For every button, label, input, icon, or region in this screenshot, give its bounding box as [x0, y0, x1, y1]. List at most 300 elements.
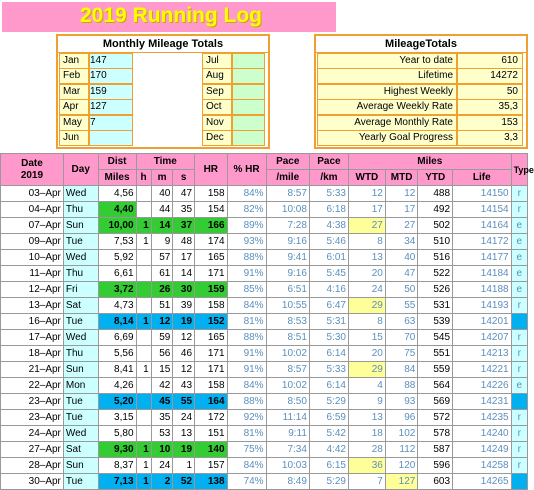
row-miles[interactable]: 8,37	[98, 458, 136, 474]
table-row[interactable]	[1, 346, 528, 362]
row-minutes[interactable]: 53	[151, 426, 173, 442]
row-minutes[interactable]: 2	[151, 474, 173, 490]
month-miles[interactable]	[232, 53, 265, 69]
row-mtd[interactable]: 63	[385, 314, 418, 330]
month-miles[interactable]	[232, 68, 265, 84]
row-wtd[interactable]: 24	[348, 282, 385, 298]
row-ytd[interactable]: 526	[418, 282, 453, 298]
row-date[interactable]: 23–Apr	[1, 394, 64, 410]
row-seconds[interactable]: 19	[173, 314, 195, 330]
row-pace-mile[interactable]: 9:16	[266, 234, 309, 250]
row-pace-km[interactable]: 5:45	[309, 266, 348, 282]
row-pace-mile[interactable]: 10:08	[266, 202, 309, 218]
row-ytd[interactable]: 569	[418, 394, 453, 410]
row-hours[interactable]	[136, 202, 151, 218]
row-pct-hr[interactable]: 91%	[227, 346, 266, 362]
row-hr[interactable]: 165	[195, 330, 228, 346]
row-ytd[interactable]: 551	[418, 346, 453, 362]
row-day[interactable]: Thu	[63, 266, 98, 282]
row-seconds[interactable]: 52	[173, 474, 195, 490]
row-hr[interactable]: 164	[195, 394, 228, 410]
row-hours[interactable]: 1	[136, 474, 151, 490]
row-pct-hr[interactable]: 74%	[227, 474, 266, 490]
row-pace-mile[interactable]: 8:49	[266, 474, 309, 490]
row-life[interactable]: 14258	[453, 458, 512, 474]
row-ytd[interactable]: 531	[418, 298, 453, 314]
row-type[interactable]: r	[511, 298, 527, 314]
row-miles[interactable]: 5,80	[98, 426, 136, 442]
row-pace-km[interactable]: 6:15	[309, 458, 348, 474]
row-minutes[interactable]: 14	[151, 218, 173, 234]
row-mtd[interactable]: 70	[385, 330, 418, 346]
row-minutes[interactable]: 40	[151, 186, 173, 202]
row-wtd[interactable]: 13	[348, 250, 385, 266]
month-label[interactable]: Sep	[202, 84, 232, 100]
row-type[interactable]: r	[511, 458, 527, 474]
row-seconds[interactable]: 19	[173, 442, 195, 458]
row-miles[interactable]: 7,13	[98, 474, 136, 490]
month-miles[interactable]: 7	[89, 115, 133, 131]
row-day[interactable]: Sun	[63, 362, 98, 378]
table-row[interactable]	[1, 474, 528, 490]
row-life[interactable]: 14188	[453, 282, 512, 298]
table-row[interactable]	[1, 330, 528, 346]
row-seconds[interactable]: 24	[173, 410, 195, 426]
row-date[interactable]: 04–Apr	[1, 202, 64, 218]
month-label[interactable]: Oct	[202, 99, 232, 115]
row-hr[interactable]: 158	[195, 186, 228, 202]
month-miles[interactable]: 127	[89, 99, 133, 115]
row-day[interactable]: Sat	[63, 298, 98, 314]
row-hours[interactable]: 1	[136, 458, 151, 474]
row-life[interactable]: 14172	[453, 234, 512, 250]
row-mtd[interactable]: 75	[385, 346, 418, 362]
row-pct-hr[interactable]: 75%	[227, 442, 266, 458]
row-pace-km[interactable]: 6:01	[309, 250, 348, 266]
row-pace-km[interactable]: 6:47	[309, 298, 348, 314]
row-pace-mile[interactable]: 7:34	[266, 442, 309, 458]
row-ytd[interactable]: 502	[418, 218, 453, 234]
row-ytd[interactable]: 559	[418, 362, 453, 378]
row-ytd[interactable]: 564	[418, 378, 453, 394]
row-hours[interactable]: 1	[136, 442, 151, 458]
table-row[interactable]	[1, 202, 528, 218]
row-life[interactable]: 14231	[453, 394, 512, 410]
row-seconds[interactable]: 47	[173, 186, 195, 202]
row-pct-hr[interactable]: 88%	[227, 394, 266, 410]
month-miles[interactable]: 147	[89, 53, 133, 69]
row-day[interactable]: Sat	[63, 442, 98, 458]
month-miles[interactable]	[232, 99, 265, 115]
row-pct-hr[interactable]: 84%	[227, 378, 266, 394]
row-hours[interactable]	[136, 394, 151, 410]
row-mtd[interactable]: 102	[385, 426, 418, 442]
row-seconds[interactable]: 14	[173, 266, 195, 282]
month-miles[interactable]: 159	[89, 84, 133, 100]
row-pct-hr[interactable]: 91%	[227, 362, 266, 378]
month-label[interactable]: Jun	[59, 130, 89, 146]
row-hours[interactable]: 1	[136, 234, 151, 250]
row-date[interactable]: 17–Apr	[1, 330, 64, 346]
row-life[interactable]: 14240	[453, 426, 512, 442]
row-life[interactable]: 14164	[453, 218, 512, 234]
row-pace-mile[interactable]: 10:03	[266, 458, 309, 474]
month-label[interactable]: Aug	[202, 68, 232, 84]
row-pace-km[interactable]: 5:29	[309, 394, 348, 410]
row-pace-mile[interactable]: 10:02	[266, 346, 309, 362]
row-pct-hr[interactable]: 81%	[227, 314, 266, 330]
row-day[interactable]: Wed	[63, 250, 98, 266]
row-miles[interactable]: 10,00	[98, 218, 136, 234]
row-minutes[interactable]: 51	[151, 298, 173, 314]
row-life[interactable]: 14177	[453, 250, 512, 266]
row-minutes[interactable]: 59	[151, 330, 173, 346]
row-hr[interactable]: 152	[195, 314, 228, 330]
month-label[interactable]: Apr	[59, 99, 89, 115]
row-mtd[interactable]: 50	[385, 282, 418, 298]
total-value[interactable]: 3,3	[457, 130, 523, 146]
row-miles[interactable]: 3,72	[98, 282, 136, 298]
row-wtd[interactable]: 8	[348, 234, 385, 250]
row-type[interactable]	[511, 314, 527, 330]
row-minutes[interactable]: 44	[151, 202, 173, 218]
row-miles[interactable]: 7,53	[98, 234, 136, 250]
row-date[interactable]: 13–Apr	[1, 298, 64, 314]
row-pct-hr[interactable]: 88%	[227, 250, 266, 266]
row-date[interactable]: 16–Apr	[1, 314, 64, 330]
table-row[interactable]	[1, 218, 528, 234]
row-life[interactable]: 14201	[453, 314, 512, 330]
row-pace-mile[interactable]: 11:14	[266, 410, 309, 426]
month-label[interactable]: May	[59, 115, 89, 131]
row-date[interactable]: 18–Apr	[1, 346, 64, 362]
row-hours[interactable]	[136, 410, 151, 426]
row-minutes[interactable]: 9	[151, 234, 173, 250]
month-miles[interactable]	[232, 130, 265, 146]
row-life[interactable]: 14193	[453, 298, 512, 314]
row-date[interactable]: 24–Apr	[1, 426, 64, 442]
row-type[interactable]: e	[511, 266, 527, 282]
month-miles[interactable]: 170	[89, 68, 133, 84]
row-seconds[interactable]: 46	[173, 346, 195, 362]
row-ytd[interactable]: 572	[418, 410, 453, 426]
row-seconds[interactable]: 43	[173, 378, 195, 394]
row-life[interactable]: 14249	[453, 442, 512, 458]
row-ytd[interactable]: 488	[418, 186, 453, 202]
row-pct-hr[interactable]: 93%	[227, 234, 266, 250]
row-miles[interactable]: 8,14	[98, 314, 136, 330]
month-label[interactable]: Nov	[202, 115, 232, 131]
row-pace-mile[interactable]: 8:50	[266, 394, 309, 410]
total-value[interactable]: 610	[457, 53, 523, 69]
row-day[interactable]: Tue	[63, 314, 98, 330]
row-date[interactable]: 21–Apr	[1, 362, 64, 378]
row-pct-hr[interactable]: 82%	[227, 202, 266, 218]
row-pace-mile[interactable]: 8:57	[266, 186, 309, 202]
row-hr[interactable]: 171	[195, 346, 228, 362]
row-wtd[interactable]: 17	[348, 202, 385, 218]
row-day[interactable]: Thu	[63, 346, 98, 362]
row-life[interactable]: 14235	[453, 410, 512, 426]
row-pace-km[interactable]: 5:31	[309, 314, 348, 330]
row-pct-hr[interactable]: 89%	[227, 218, 266, 234]
row-hours[interactable]	[136, 282, 151, 298]
row-day[interactable]: Sun	[63, 458, 98, 474]
row-life[interactable]: 14150	[453, 186, 512, 202]
row-hr[interactable]: 158	[195, 378, 228, 394]
row-mtd[interactable]: 34	[385, 234, 418, 250]
row-pace-mile[interactable]: 9:11	[266, 426, 309, 442]
row-wtd[interactable]: 20	[348, 346, 385, 362]
row-mtd[interactable]: 96	[385, 410, 418, 426]
row-miles[interactable]: 5,92	[98, 250, 136, 266]
row-minutes[interactable]: 10	[151, 442, 173, 458]
row-miles[interactable]: 6,61	[98, 266, 136, 282]
row-type[interactable]: r	[511, 426, 527, 442]
row-pace-km[interactable]: 5:33	[309, 186, 348, 202]
row-type[interactable]: e	[511, 218, 527, 234]
row-ytd[interactable]: 516	[418, 250, 453, 266]
row-wtd[interactable]: 15	[348, 330, 385, 346]
row-life[interactable]: 14154	[453, 202, 512, 218]
row-ytd[interactable]: 596	[418, 458, 453, 474]
row-mtd[interactable]: 12	[385, 186, 418, 202]
table-row[interactable]	[1, 410, 528, 426]
row-miles[interactable]: 4,56	[98, 186, 136, 202]
row-day[interactable]: Tue	[63, 394, 98, 410]
row-pace-mile[interactable]: 8:51	[266, 330, 309, 346]
row-pct-hr[interactable]: 85%	[227, 282, 266, 298]
row-type[interactable]: r	[511, 442, 527, 458]
row-hr[interactable]: 158	[195, 298, 228, 314]
row-miles[interactable]: 4,40	[98, 202, 136, 218]
table-row[interactable]	[1, 314, 528, 330]
row-mtd[interactable]: 112	[385, 442, 418, 458]
row-wtd[interactable]: 28	[348, 442, 385, 458]
row-hr[interactable]: 154	[195, 202, 228, 218]
table-row[interactable]	[1, 426, 528, 442]
row-ytd[interactable]: 539	[418, 314, 453, 330]
row-day[interactable]: Wed	[63, 330, 98, 346]
total-value[interactable]: 50	[457, 84, 523, 100]
table-row[interactable]	[1, 282, 528, 298]
row-pct-hr[interactable]: 84%	[227, 298, 266, 314]
row-pace-km[interactable]: 4:38	[309, 218, 348, 234]
row-seconds[interactable]: 12	[173, 362, 195, 378]
row-pace-km[interactable]: 5:42	[309, 426, 348, 442]
row-hours[interactable]	[136, 378, 151, 394]
row-type[interactable]: e	[511, 378, 527, 394]
month-miles[interactable]	[232, 84, 265, 100]
row-day[interactable]: Wed	[63, 426, 98, 442]
month-label[interactable]: Jul	[202, 53, 232, 69]
month-label[interactable]: Jan	[59, 53, 89, 69]
row-minutes[interactable]: 26	[151, 282, 173, 298]
row-type[interactable]: r	[511, 330, 527, 346]
row-date[interactable]: 11–Apr	[1, 266, 64, 282]
row-life[interactable]: 14265	[453, 474, 512, 490]
row-wtd[interactable]: 20	[348, 266, 385, 282]
row-day[interactable]: Tue	[63, 234, 98, 250]
row-pace-km[interactable]: 6:18	[309, 202, 348, 218]
row-miles[interactable]: 5,20	[98, 394, 136, 410]
row-wtd[interactable]: 13	[348, 410, 385, 426]
row-life[interactable]: 14213	[453, 346, 512, 362]
row-type[interactable]: e	[511, 282, 527, 298]
row-life[interactable]: 14207	[453, 330, 512, 346]
row-pace-km[interactable]: 4:16	[309, 282, 348, 298]
row-type[interactable]: r	[511, 362, 527, 378]
row-minutes[interactable]: 42	[151, 378, 173, 394]
row-type[interactable]: r	[511, 202, 527, 218]
row-mtd[interactable]: 88	[385, 378, 418, 394]
row-life[interactable]: 14184	[453, 266, 512, 282]
row-type[interactable]: e	[511, 234, 527, 250]
row-minutes[interactable]: 45	[151, 394, 173, 410]
row-date[interactable]: 12–Apr	[1, 282, 64, 298]
row-miles[interactable]: 5,56	[98, 346, 136, 362]
row-day[interactable]: Sun	[63, 218, 98, 234]
row-minutes[interactable]: 12	[151, 314, 173, 330]
row-ytd[interactable]: 603	[418, 474, 453, 490]
row-ytd[interactable]: 587	[418, 442, 453, 458]
row-hours[interactable]	[136, 298, 151, 314]
row-pct-hr[interactable]: 88%	[227, 330, 266, 346]
total-value[interactable]: 153	[457, 115, 523, 131]
row-seconds[interactable]: 12	[173, 330, 195, 346]
row-hours[interactable]	[136, 426, 151, 442]
row-pace-mile[interactable]: 8:53	[266, 314, 309, 330]
row-hours[interactable]: 1	[136, 218, 151, 234]
row-pace-km[interactable]: 5:29	[309, 474, 348, 490]
row-date[interactable]: 30–Apr	[1, 474, 64, 490]
table-row[interactable]	[1, 394, 528, 410]
row-day[interactable]: Wed	[63, 186, 98, 202]
row-hr[interactable]: 171	[195, 362, 228, 378]
row-hr[interactable]: 171	[195, 266, 228, 282]
row-pace-mile[interactable]: 10:55	[266, 298, 309, 314]
row-type[interactable]: r	[511, 346, 527, 362]
row-date[interactable]: 28–Apr	[1, 458, 64, 474]
row-day[interactable]: Tue	[63, 410, 98, 426]
table-row[interactable]	[1, 362, 528, 378]
row-hours[interactable]: 1	[136, 314, 151, 330]
row-seconds[interactable]: 55	[173, 394, 195, 410]
row-ytd[interactable]: 492	[418, 202, 453, 218]
row-seconds[interactable]: 35	[173, 202, 195, 218]
row-pace-km[interactable]: 5:33	[309, 362, 348, 378]
row-hr[interactable]: 151	[195, 426, 228, 442]
row-day[interactable]: Mon	[63, 378, 98, 394]
row-pace-mile[interactable]: 8:57	[266, 362, 309, 378]
row-hours[interactable]	[136, 266, 151, 282]
table-row[interactable]	[1, 250, 528, 266]
row-type[interactable]: e	[511, 250, 527, 266]
row-ytd[interactable]: 522	[418, 266, 453, 282]
row-wtd[interactable]: 8	[348, 314, 385, 330]
row-pace-km[interactable]: 6:59	[309, 410, 348, 426]
row-mtd[interactable]: 55	[385, 298, 418, 314]
row-seconds[interactable]: 48	[173, 234, 195, 250]
month-label[interactable]: Mar	[59, 84, 89, 100]
row-wtd[interactable]: 9	[348, 394, 385, 410]
row-wtd[interactable]: 36	[348, 458, 385, 474]
row-hr[interactable]: 138	[195, 474, 228, 490]
row-pace-km[interactable]: 5:30	[309, 330, 348, 346]
row-pct-hr[interactable]: 92%	[227, 410, 266, 426]
row-pace-km[interactable]: 6:14	[309, 346, 348, 362]
total-value[interactable]: 14272	[457, 68, 523, 84]
row-hr[interactable]: 157	[195, 458, 228, 474]
row-mtd[interactable]: 84	[385, 362, 418, 378]
row-type[interactable]	[511, 394, 527, 410]
row-seconds[interactable]: 13	[173, 426, 195, 442]
row-mtd[interactable]: 27	[385, 218, 418, 234]
row-miles[interactable]: 4,73	[98, 298, 136, 314]
row-ytd[interactable]: 510	[418, 234, 453, 250]
row-pace-km[interactable]: 6:14	[309, 378, 348, 394]
row-pct-hr[interactable]: 81%	[227, 426, 266, 442]
row-pace-km[interactable]: 5:46	[309, 234, 348, 250]
row-pct-hr[interactable]: 84%	[227, 458, 266, 474]
row-date[interactable]: 23–Apr	[1, 410, 64, 426]
row-hr[interactable]: 140	[195, 442, 228, 458]
row-seconds[interactable]: 39	[173, 298, 195, 314]
row-hours[interactable]	[136, 250, 151, 266]
row-wtd[interactable]: 29	[348, 298, 385, 314]
table-row[interactable]	[1, 458, 528, 474]
row-life[interactable]: 14221	[453, 362, 512, 378]
row-minutes[interactable]: 57	[151, 250, 173, 266]
row-miles[interactable]: 8,41	[98, 362, 136, 378]
row-minutes[interactable]: 24	[151, 458, 173, 474]
row-hours[interactable]	[136, 330, 151, 346]
row-seconds[interactable]: 17	[173, 250, 195, 266]
row-wtd[interactable]: 12	[348, 186, 385, 202]
row-hr[interactable]: 166	[195, 218, 228, 234]
row-minutes[interactable]: 15	[151, 362, 173, 378]
row-wtd[interactable]: 27	[348, 218, 385, 234]
table-row[interactable]	[1, 378, 528, 394]
row-seconds[interactable]: 1	[173, 458, 195, 474]
row-miles[interactable]: 3,15	[98, 410, 136, 426]
month-label[interactable]: Feb	[59, 68, 89, 84]
table-row[interactable]	[1, 298, 528, 314]
row-minutes[interactable]: 56	[151, 346, 173, 362]
row-hr[interactable]: 165	[195, 250, 228, 266]
row-seconds[interactable]: 37	[173, 218, 195, 234]
row-date[interactable]: 10–Apr	[1, 250, 64, 266]
row-mtd[interactable]: 47	[385, 266, 418, 282]
row-mtd[interactable]: 40	[385, 250, 418, 266]
row-pace-mile[interactable]: 6:51	[266, 282, 309, 298]
row-ytd[interactable]: 545	[418, 330, 453, 346]
row-pace-mile[interactable]: 9:41	[266, 250, 309, 266]
row-hours[interactable]	[136, 186, 151, 202]
row-miles[interactable]: 4,26	[98, 378, 136, 394]
row-mtd[interactable]: 120	[385, 458, 418, 474]
row-date[interactable]: 03–Apr	[1, 186, 64, 202]
month-miles[interactable]	[232, 115, 265, 131]
row-minutes[interactable]: 35	[151, 410, 173, 426]
row-wtd[interactable]: 18	[348, 426, 385, 442]
row-day[interactable]: Fri	[63, 282, 98, 298]
row-hours[interactable]	[136, 346, 151, 362]
total-value[interactable]: 35,3	[457, 99, 523, 115]
row-wtd[interactable]: 7	[348, 474, 385, 490]
row-pace-km[interactable]: 4:42	[309, 442, 348, 458]
row-day[interactable]: Tue	[63, 474, 98, 490]
